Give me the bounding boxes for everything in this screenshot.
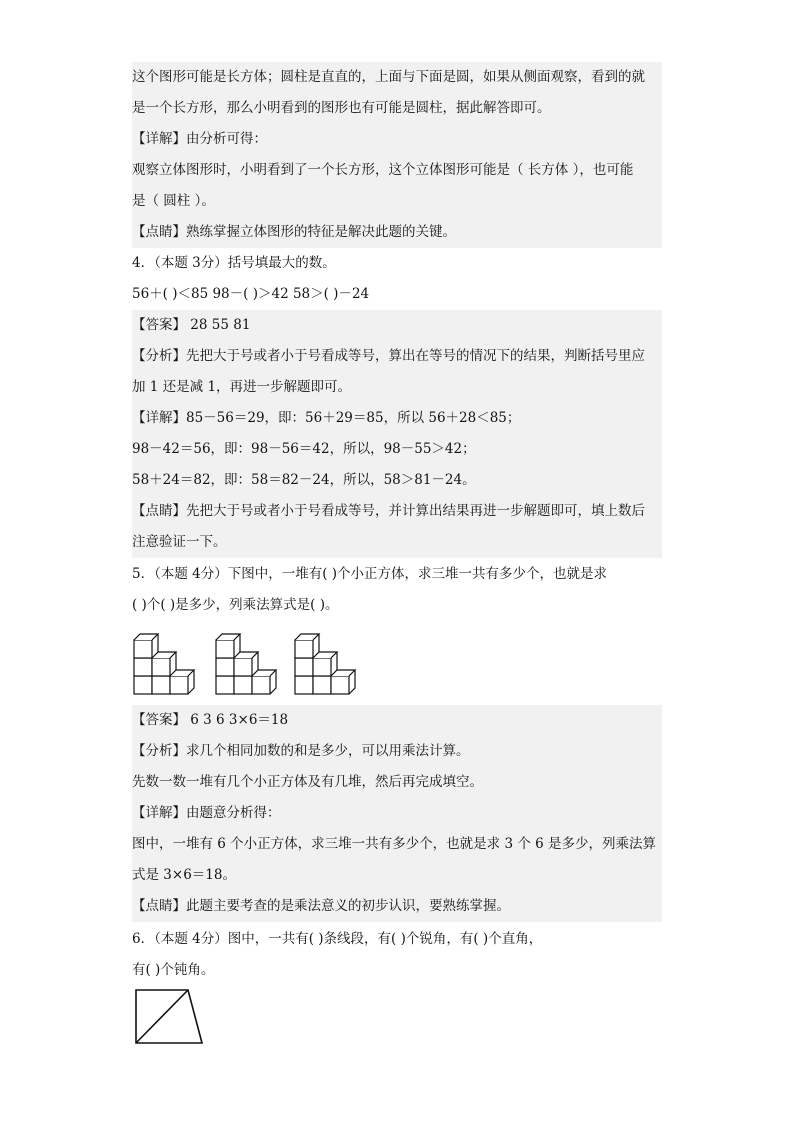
detail-line-q4-3: 58＋24＝82，即：58＝82－24，所以，58＞81－24。: [132, 465, 662, 496]
question-5-title: 5．（本题 4分）下图中，一堆有( )个小正方体，求三堆一共有多少个，也就是求: [132, 566, 608, 582]
detail-line-q5-1: 图中，一堆有 6 个小正方体，求三堆一共有多少个，也就是求 3 个 6 是多少，列乘法算: [132, 829, 662, 860]
analysis-line-q5-1: 【分析】求几个相同加数的和是多少，可以用乘法计算。: [132, 736, 662, 767]
analysis-line-q4-1: 【分析】先把大于号或者小于号看成等号，算出在等号的情况下的结果，判断括号里应: [132, 341, 662, 372]
detail-line-q4-2: 98－42＝56，即：98－56＝42，所以，98－55＞42；: [132, 434, 662, 465]
analysis-line-2: 是一个长方形，那么小明看到的图形也有可能是圆柱，据此解答即可。: [132, 93, 662, 124]
analysis-line-q5-2: 先数一数一堆有几个小正方体及有几堆，然后再完成填空。: [132, 767, 662, 798]
question-4-title: 4．（本题 3分）括号填最大的数。: [132, 255, 336, 271]
detail-line-q3-1: 观察立体图形时，小明看到了一个长方形，这个立体图形可能是（ 长方体 ），也可能: [132, 155, 662, 186]
detail-heading-q5: 【详解】由题意分析得：: [132, 798, 662, 829]
question-6-title: 6．（本题 4分）图中，一共有( )条线段，有( )个锐角，有( )个直角，: [132, 931, 543, 947]
question-6-blanks: 有( )个钝角。: [132, 962, 215, 978]
question-4-blanks: 56＋( )＜85 98－( )＞42 58＞( )－24: [132, 286, 370, 302]
detail-line-q3-2: 是（ 圆柱 ）。: [132, 186, 662, 217]
tip-line-q4-1: 【点睛】先把大于号或者小于号看成等号，并计算出结果再进一步解题即可，填上数后: [132, 496, 662, 527]
detail-heading-q3: 【详解】由分析可得：: [132, 124, 662, 155]
detail-line-q5-2: 式是 3×6＝18。: [132, 860, 662, 891]
analysis-line-1: 这个图形可能是长方体；圆柱是直直的，上面与下面是圆，如果从侧面观察，看到的就: [132, 62, 662, 93]
detail-line-q4-1: 【详解】85－56＝29，即：56＋29＝85，所以 56＋28＜85；: [132, 403, 662, 434]
answer-line-q5: 【答案】 6 3 6 3×6＝18: [132, 705, 662, 736]
tip-line-q5: 【点睛】此题主要考查的是乘法意义的初步认识，要熟练掌握。: [132, 891, 662, 922]
question-5-blanks: ( )个( )是多少，列乘法算式是( )。: [132, 597, 339, 613]
tip-line-q3: 【点睛】熟练掌握立体图形的特征是解决此题的关键。: [132, 217, 662, 248]
tip-line-q4-2: 注意验证一下。: [132, 527, 662, 558]
analysis-line-q4-2: 加 1 还是减 1，再进一步解题即可。: [132, 372, 662, 403]
cube-stacks-figure: [132, 628, 362, 700]
trapezoid-figure: [132, 986, 208, 1048]
answer-line-q4: 【答案】 28 55 81: [132, 310, 662, 341]
